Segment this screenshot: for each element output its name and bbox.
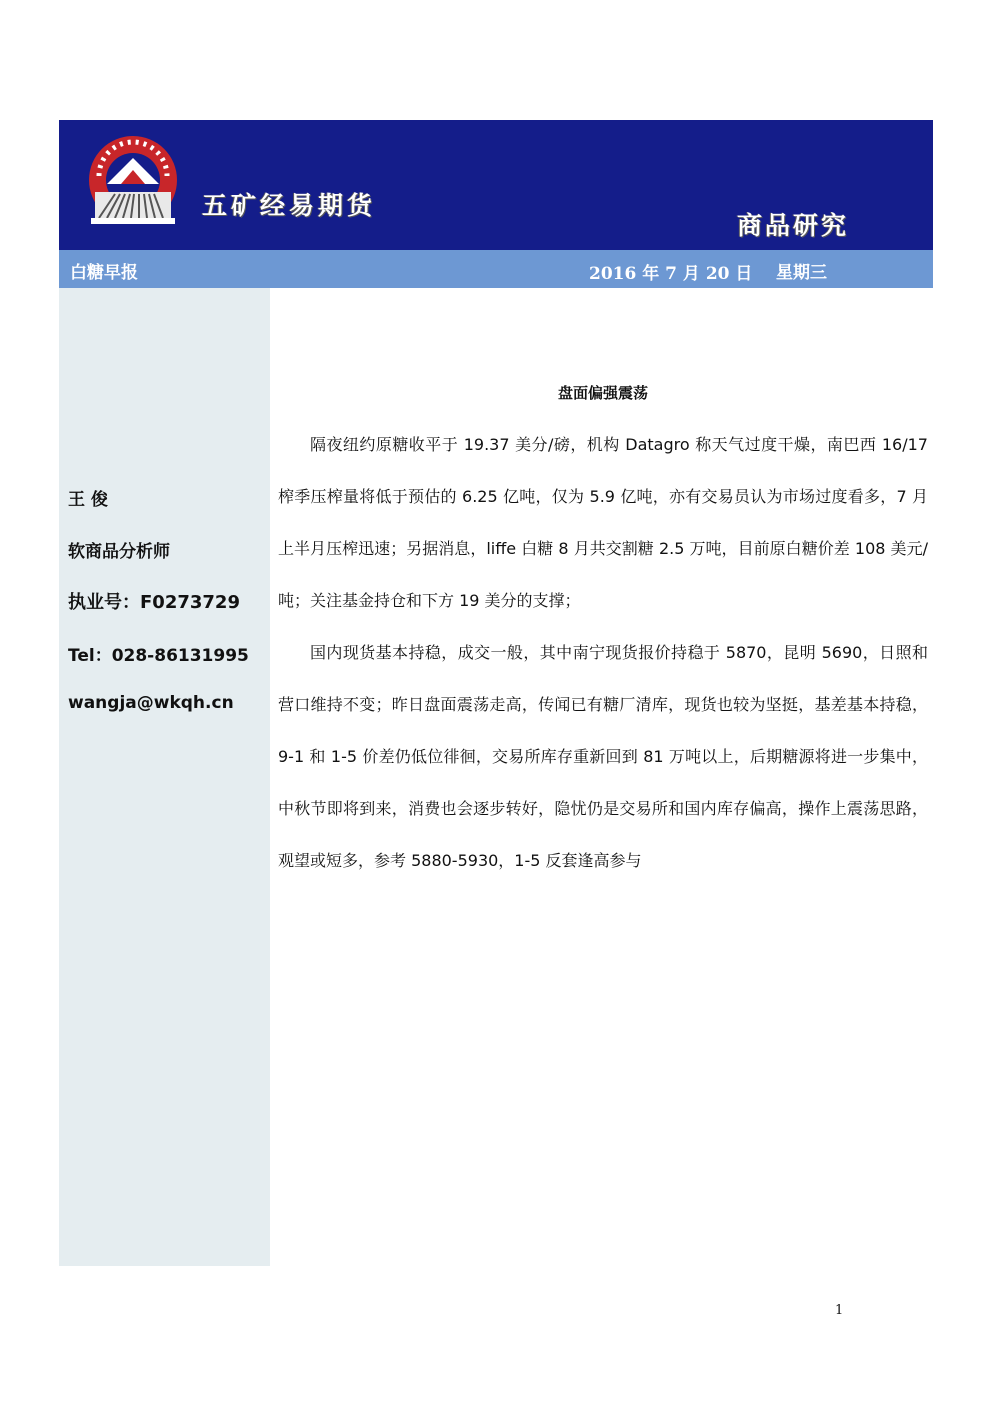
minmetals-logo-icon xyxy=(81,136,185,232)
report-header xyxy=(59,120,933,250)
author-name: 王 俊 xyxy=(68,490,108,510)
author-tel: Tel：028-86131995 xyxy=(68,646,249,666)
article-paragraph: 国内现货基本持稳，成交一般，其中南宁现货报价持稳于 5870，昆明 5690，日照和营口维持不变；昨日盘面震荡走高，传闻已有糖厂清库，现货也较为坚挺，基差基本持稳，9-1 和 1-5 价差仍低位徘徊，交易所库存重新回到 81 万吨以上，后期糖源将进一步集中，中秋节即将到来，消费也会逐步转好，隐忧仍是交易所和国内库存偏高，操作上震荡思路，观望或短多，参考 5880-5930，1-5 反套逢高参与 xyxy=(278,643,928,870)
author-email[interactable]: wangja@wkqh.cn xyxy=(68,693,234,713)
report-date: 2016 年 7 月 20 日 xyxy=(589,264,753,284)
section-label: 商品研究 xyxy=(737,211,850,240)
title-band xyxy=(59,250,933,288)
article-heading: 盘面偏强震荡 xyxy=(557,384,648,402)
company-name: 五矿经易期货 xyxy=(202,191,377,220)
page-number: 1 xyxy=(835,1303,844,1318)
report-weekday: 星期三 xyxy=(776,263,827,283)
author-license: 执业号：F0273729 xyxy=(68,592,240,613)
report-title: 白糖早报 xyxy=(70,263,138,283)
author-title: 软商品分析师 xyxy=(68,542,170,562)
author-sidebar xyxy=(59,288,270,1266)
article-paragraph: 隔夜纽约原糖收平于 19.37 美分/磅，机构 Datagro 称天气过度干燥，南巴西 16/17 榨季压榨量将低于预估的 6.25 亿吨，仅为 5.9 亿吨，亦有交易员认为市场过度看多，7 月上半月压榨迅速；另据消息，liffe 白糖 8 月共交割糖 2.5 万吨，目前原白糖价差 108 美元/吨；关注基金持仓和下方 19 美分的支撑； xyxy=(278,435,928,610)
article-body xyxy=(278,380,928,887)
